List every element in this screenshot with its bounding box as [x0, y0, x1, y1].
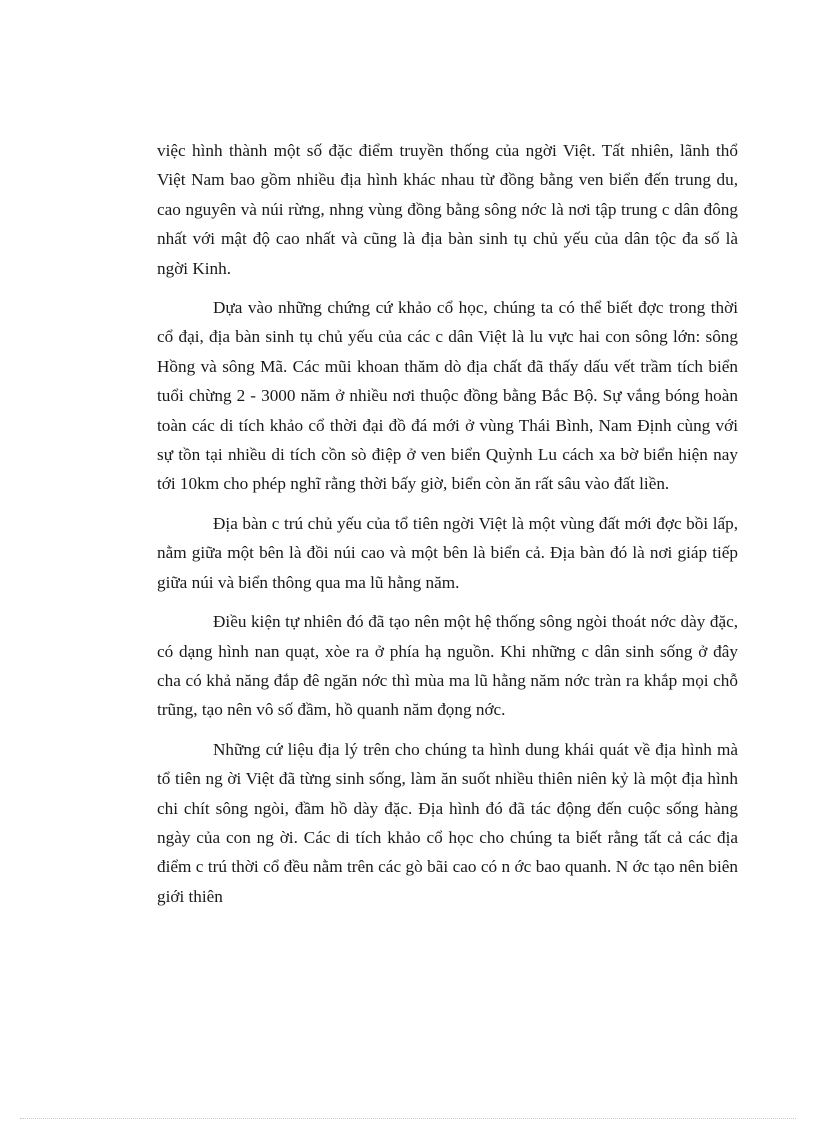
paragraph-2: Dựa vào những chứng cứ khảo cổ học, chúng ta có thể biết đợc trong thời cổ đại, địa bàn sinh tụ chủ yếu của các c dân Việt là lu vực hai con sông lớn: sông Hồng và sông Mã. Các mũi khoan thăm dò địa chất đã thấy dấu vết trầm tích biển tuổi chừng 2 - 3000 năm ở nhiều nơi thuộc đồng bằng Bắc Bộ. Sự vắng bóng hoàn toàn các di tích khảo cổ thời đại đồ đá mới ở vùng Thái Bình, Nam Định cùng với sự tồn tại nhiều di tích cồn sò điệp ở ven biển Quỳnh Lu cách xa bờ biển hiện nay tới 10km cho phép nghĩ rằng thời bấy giờ, biển còn ăn rất sâu vào đất liền. [157, 298, 738, 494]
body-text [157, 136, 738, 921]
paragraph-5: Những cứ liệu địa lý trên cho chúng ta hình dung khái quát về địa hình mà tổ tiên ng ời Việt đã từng sinh sống, làm ăn suốt nhiều thiên niên kỷ là một địa hình chi chít sông ngòi, đầm hồ dày đặc. Địa hình đó đã tác động đến cuộc sống hàng ngày của con ng ời. Các di tích khảo cổ học cho chúng ta biết rằng tất cả các địa điểm c trú thời cổ đều nằm trên các gò bãi cao có n ớc bao quanh. N ớc tạo nên biên giới thiên [157, 739, 738, 906]
paragraph-4: Điều kiện tự nhiên đó đã tạo nên một hệ thống sông ngòi thoát nớc dày đặc, có dạng hình nan quạt, xòe ra ở phía hạ nguồn. Khi những c dân sinh sống ở đây cha có khả năng đắp đê ngăn nớc thì mùa ma lũ hằng năm nớc tràn ra khắp mọi chỗ trũng, tạo nên vô số đầm, hồ quanh năm đọng nớc. [157, 612, 738, 720]
page-bottom-divider [20, 1118, 796, 1119]
paragraph-3: Địa bàn c trú chủ yếu của tổ tiên ngời Việt là một vùng đất mới đợc bồi lấp, nằm giữa một bên là đồi núi cao và một bên là biển cả. Địa bàn đó là nơi giáp tiếp giữa núi và biển thông qua ma lũ hằng năm. [157, 513, 738, 592]
paragraph-1: việc hình thành một số đặc điểm truyền thống của ngời Việt. Tất nhiên, lãnh thổ Việt Nam bao gồm nhiều địa hình khác nhau từ đồng bằng ven biển đến trung du, cao nguyên và núi rừng, nhng vùng đồng bằng sông nớc là nơi tập trung c dân đông nhất với mật độ cao nhất và cũng là địa bàn sinh tụ chủ yếu của dân tộc đa số là ngời Kinh. [157, 141, 738, 278]
